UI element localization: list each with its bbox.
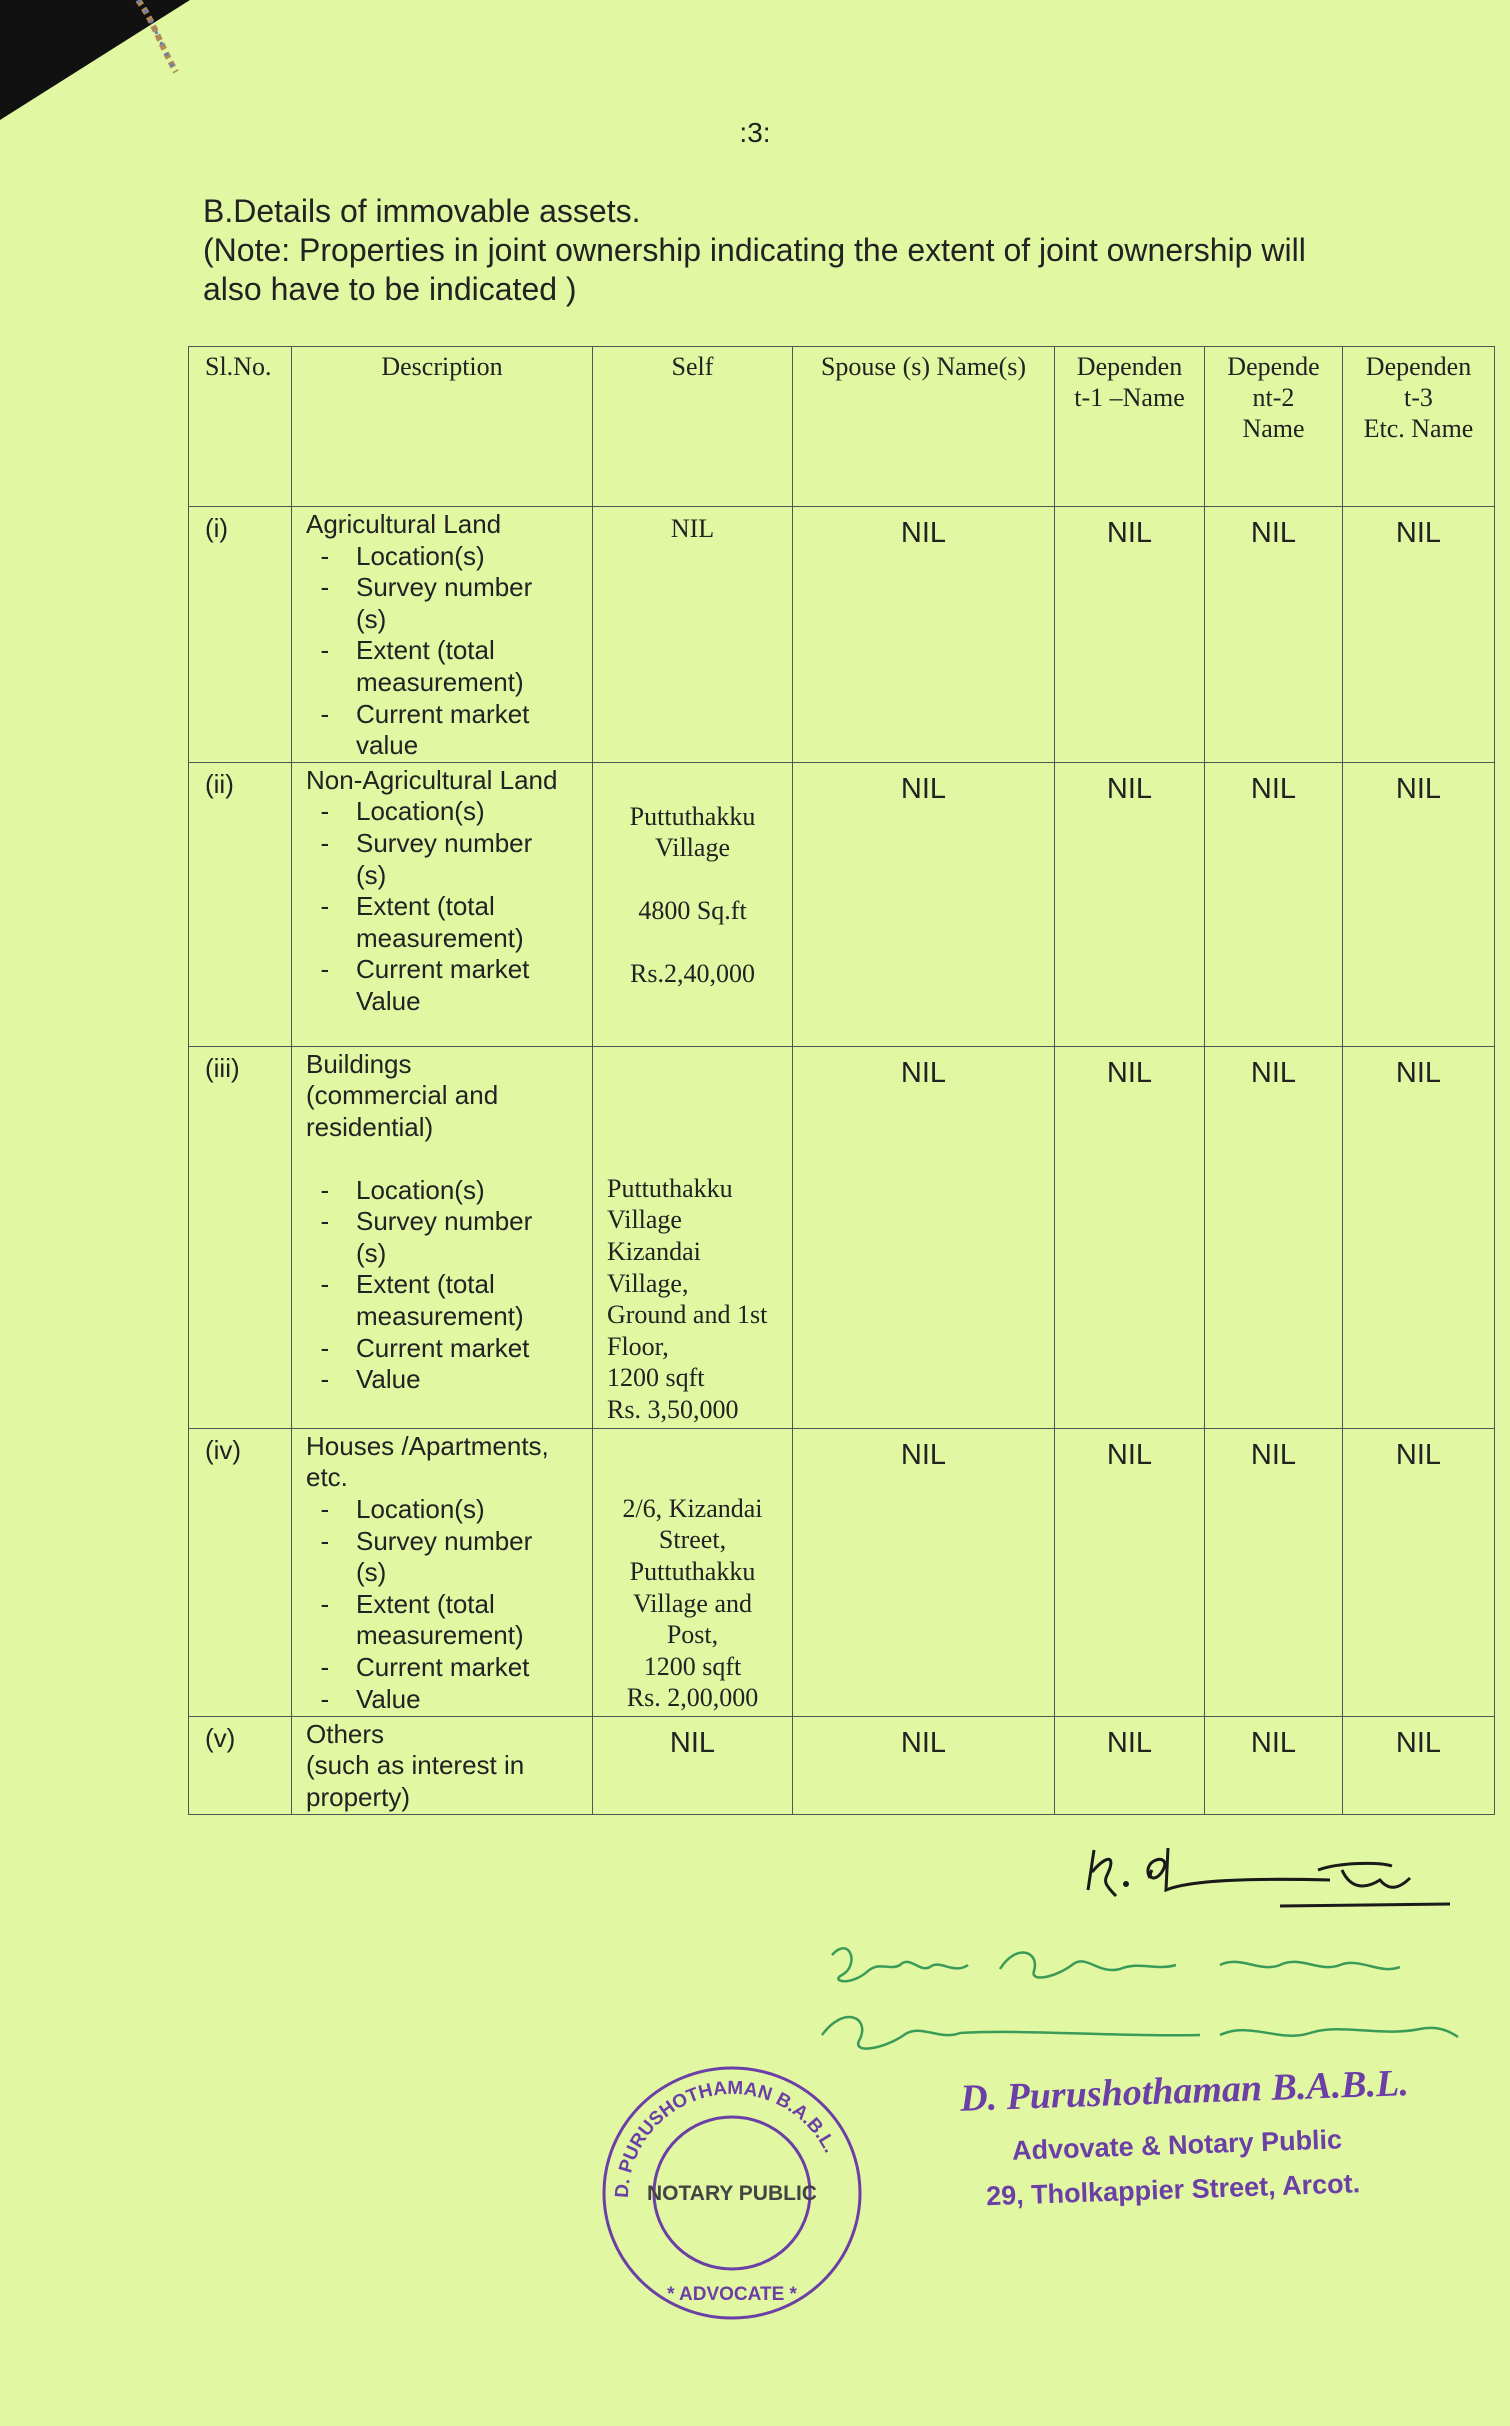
- row-self: NIL: [593, 507, 793, 763]
- row-spouse: NIL: [793, 507, 1055, 763]
- row-description: Houses /Apartments, etc. - Location(s) - Survey number (s) - Extent (total measurement) - Current market - Value: [292, 1428, 593, 1716]
- row-dependent-1: NIL: [1055, 507, 1205, 763]
- row-dependent-3: NIL: [1343, 1716, 1495, 1814]
- section-note-line2: also have to be indicated ): [203, 271, 577, 307]
- row-slno: (iii): [189, 1046, 292, 1428]
- handwritten-attestation: [820, 1925, 1460, 2065]
- binding-thread: [128, 0, 186, 80]
- row-self: NIL: [593, 1716, 793, 1814]
- row-self: 2/6, Kizandai Street, Puttuthakku Village and Post, 1200 sqft Rs. 2,00,000: [593, 1428, 793, 1716]
- row-spouse: NIL: [793, 1716, 1055, 1814]
- notary-seal: [592, 2048, 872, 2328]
- table-row: [189, 762, 1495, 1046]
- row-slno: (v): [189, 1716, 292, 1814]
- header-dependent-3: Dependen t-3 Etc. Name: [1343, 347, 1495, 507]
- row-dependent-2: NIL: [1205, 1428, 1343, 1716]
- row-dependent-2: NIL: [1205, 1716, 1343, 1814]
- notary-stamp: [959, 2062, 1460, 2212]
- row-dependent-1: NIL: [1055, 1428, 1205, 1716]
- row-dependent-1: NIL: [1055, 762, 1205, 1046]
- row-dependent-1: NIL: [1055, 1046, 1205, 1428]
- section-note-line1: (Note: Properties in joint ownership indicating the extent of joint ownership will: [203, 232, 1306, 268]
- row-dependent-3: NIL: [1343, 1046, 1495, 1428]
- row-slno: (ii): [189, 762, 292, 1046]
- row-dependent-2: NIL: [1205, 762, 1343, 1046]
- table-row: [189, 1716, 1495, 1814]
- row-spouse: NIL: [793, 1428, 1055, 1716]
- row-dependent-1: NIL: [1055, 1716, 1205, 1814]
- header-self: Self: [593, 347, 793, 507]
- seal-bottom-text: * ADVOCATE *: [667, 2284, 797, 2305]
- table-row: [189, 1428, 1495, 1716]
- row-description: Non-Agricultural Land - Location(s) - Survey number (s) - Extent (total measurement) - Current market Value: [292, 762, 593, 1046]
- row-self: Puttuthakku Village Kizandai Village, Ground and 1st Floor, 1200 sqft Rs. 3,50,000: [593, 1046, 793, 1428]
- seal-center-text: NOTARY PUBLIC: [647, 2182, 817, 2205]
- table-header-row: [189, 347, 1495, 507]
- row-dependent-2: NIL: [1205, 507, 1343, 763]
- row-slno: (i): [189, 507, 292, 763]
- row-spouse: NIL: [793, 1046, 1055, 1428]
- row-slno: (iv): [189, 1428, 292, 1716]
- notary-title: Advovate & Notary Public: [1011, 2124, 1343, 2166]
- row-dependent-3: NIL: [1343, 1428, 1495, 1716]
- row-description: Buildings (commercial and residential) - Location(s) - Survey number (s) - Extent (total measurement) - Current market - Value: [292, 1046, 593, 1428]
- notary-name: D. Purushothaman B.A.B.L.: [959, 2062, 1410, 2120]
- svg-text:D. PURUSHOTHAMAN B.A.B.L.: [612, 2078, 841, 2199]
- header-spouse: Spouse (s) Name(s): [793, 347, 1055, 507]
- seal-top-text: D. PURUSHOTHAMAN B.A.B.L.: [611, 2077, 841, 2199]
- row-spouse: NIL: [793, 762, 1055, 1046]
- row-dependent-3: NIL: [1343, 762, 1495, 1046]
- table-row: [189, 1046, 1495, 1428]
- header-dependent-2: Depende nt-2 Name: [1205, 347, 1343, 507]
- header-description: Description: [292, 347, 593, 507]
- header-slno: Sl.No.: [189, 347, 292, 507]
- immovable-assets-table: [188, 346, 1495, 1815]
- page-number: :3:: [739, 117, 771, 148]
- section-heading: [203, 192, 1383, 309]
- row-description: Agricultural Land - Location(s) - Survey number (s) - Extent (total measurement) - Current market value: [292, 507, 593, 763]
- header-dependent-1: Dependen t-1 –Name: [1055, 347, 1205, 507]
- row-self: Puttuthakku Village 4800 Sq.ft Rs.2,40,000: [593, 762, 793, 1046]
- row-dependent-3: NIL: [1343, 507, 1495, 763]
- notary-address: 29, Tholkappier Street, Arcot.: [985, 2168, 1361, 2212]
- declarant-signature: [1080, 1840, 1460, 1910]
- table-row: [189, 507, 1495, 763]
- row-description: Others (such as interest in property): [292, 1716, 593, 1814]
- row-dependent-2: NIL: [1205, 1046, 1343, 1428]
- section-title: B.Details of immovable assets.: [203, 193, 641, 229]
